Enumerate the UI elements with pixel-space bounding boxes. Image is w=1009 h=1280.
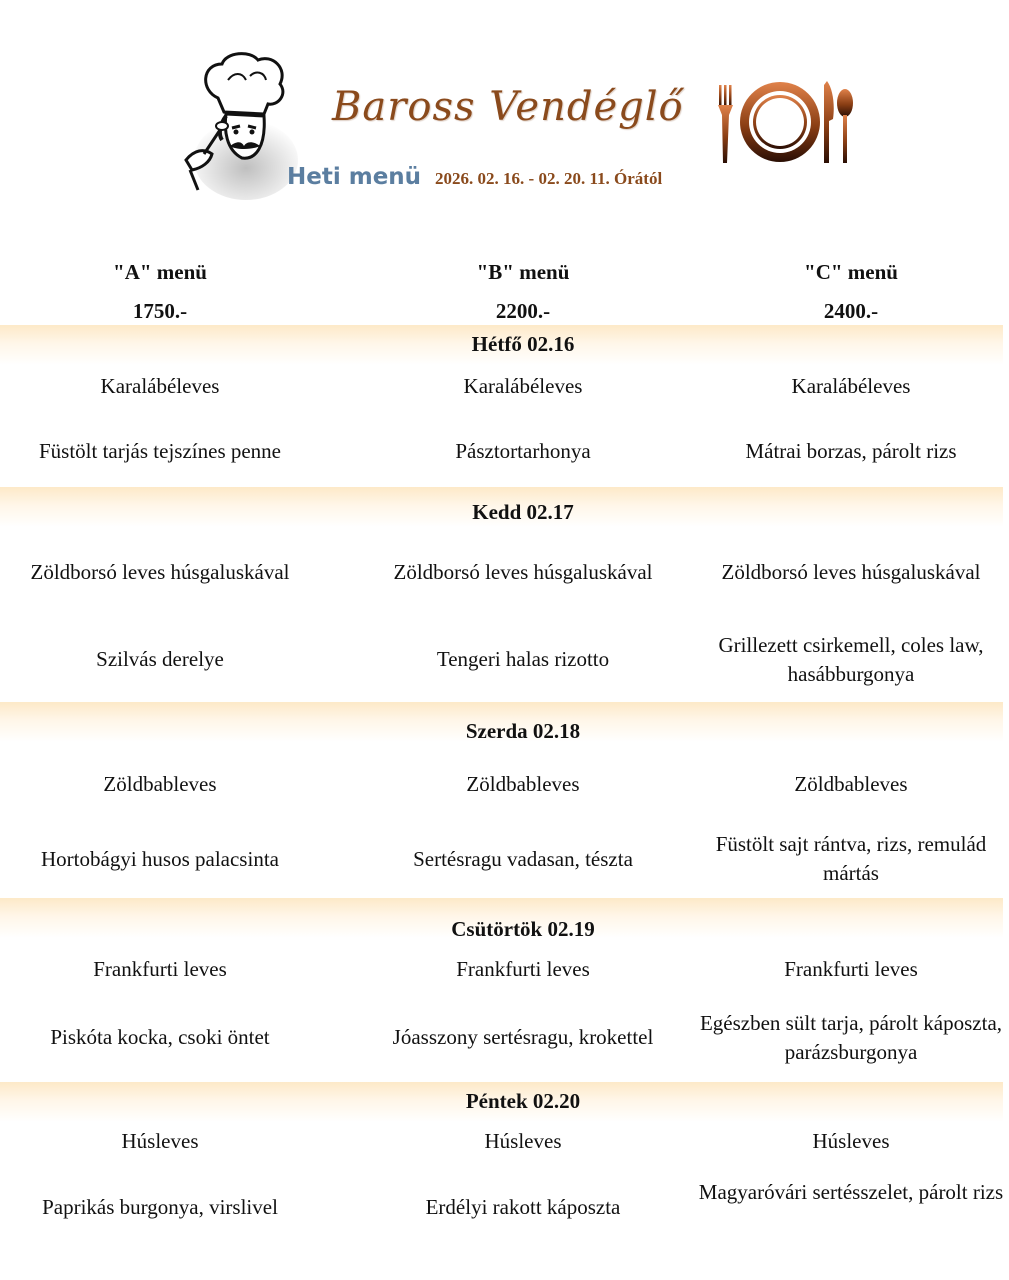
menu-a-header [0,258,325,325]
menu-c-header [686,258,1009,325]
main-a: Füstölt tarjás tejszínes penne [38,439,282,463]
weekly-menu-title: Heti menü [287,164,422,190]
menu-name: "B" menü [476,260,570,284]
menu-column-headers [0,258,1009,328]
soup-a: Frankfurti leves [93,957,227,981]
day-title: Szerda 02.18 [465,719,581,743]
soup-c: Zöldbableves [794,772,908,796]
plate-cutlery-icon [715,75,855,167]
menu-price: 1750.- [132,299,188,323]
day-title: Kedd 02.17 [472,500,574,524]
menu-price: 2400.- [823,299,879,323]
main-b: Pásztortarhonya [455,439,591,463]
day-section-wednesday [0,702,1003,895]
main-c: Egészben sült tarja, párolt káposzta, parázsburgonya [699,1011,1003,1064]
soup-a: Húsleves [121,1129,199,1153]
main-a: Hortobágyi husos palacsinta [41,847,279,871]
main-a: Paprikás burgonya, virslivel [42,1195,278,1219]
main-b: Sertésragu vadasan, tészta [413,847,633,871]
main-a: Szilvás derelye [96,647,224,671]
main-c: Mátrai borzas, párolt rizs [745,439,957,463]
menu-name: "A" menü [113,260,207,284]
soup-c: Zöldborsó leves húsgaluskával [721,560,981,584]
menu-b-header [358,258,688,325]
soup-b: Frankfurti leves [456,957,590,981]
menu-name: "C" menü [804,260,898,284]
restaurant-name: Baross Vendéglő [332,84,684,130]
soup-b: Zöldbableves [466,772,580,796]
soup-a: Zöldborsó leves húsgaluskával [30,560,290,584]
day-title: Hétfő 02.16 [471,332,575,356]
main-a: Piskóta kocka, csoki öntet [50,1025,270,1049]
page-header [0,0,1009,240]
soup-b: Zöldborsó leves húsgaluskával [393,560,653,584]
soup-a: Karalábéleves [100,374,220,398]
main-b: Jóasszony sertésragu, krokettel [392,1025,654,1049]
soup-c: Karalábéleves [791,374,911,398]
date-range: 2026. 02. 16. - 02. 20. 11. Órától [435,169,663,188]
main-c: Magyaróvári sertésszelet, párolt rizs [698,1180,1004,1204]
soup-b: Karalábéleves [463,374,583,398]
soup-b: Húsleves [484,1129,562,1153]
soup-c: Húsleves [812,1129,890,1153]
soup-a: Zöldbableves [103,772,217,796]
main-c: Grillezett csirkemell, coles law, hasábburgonya [718,633,984,686]
day-title: Csütörtök 02.19 [451,917,595,941]
soup-c: Frankfurti leves [784,957,918,981]
day-section-tuesday [0,487,1003,699]
main-b: Tengeri halas rizotto [436,647,610,671]
day-section-monday [0,325,1003,485]
day-title: Péntek 02.20 [465,1089,581,1113]
day-section-friday [0,1082,1003,1252]
day-section-thursday [0,898,1003,1080]
subtitle-line [287,164,662,190]
main-b: Erdélyi rakott káposzta [425,1195,621,1219]
menu-price: 2200.- [495,299,551,323]
main-c: Füstölt sajt rántva, rizs, remulád mártás [715,832,987,885]
chef-icon [180,50,300,200]
